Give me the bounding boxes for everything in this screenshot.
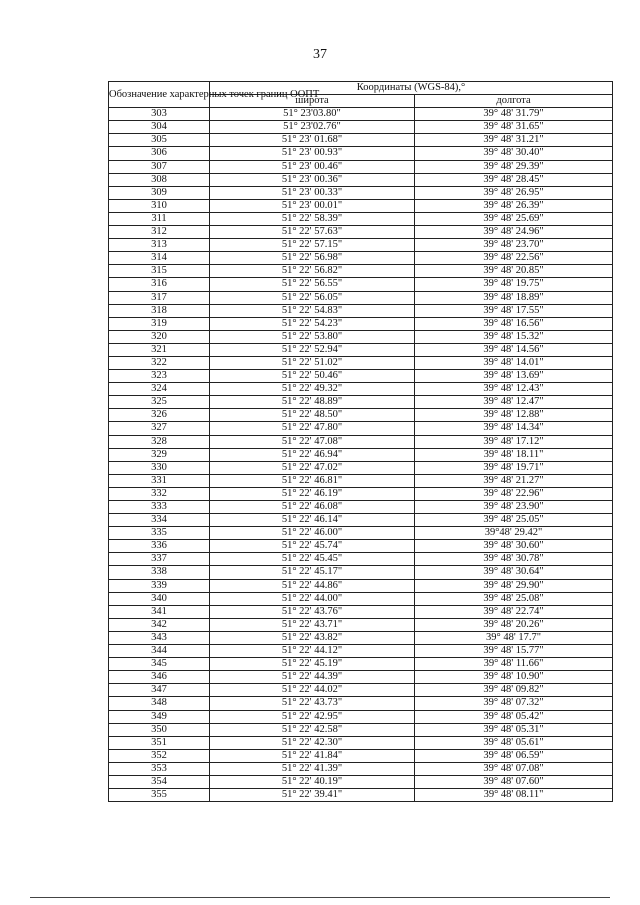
point-number-cell: 311 <box>109 212 210 225</box>
longitude-cell: 39° 48' 26.95" <box>415 186 613 199</box>
table-row <box>109 291 613 304</box>
point-number-cell: 335 <box>109 527 210 540</box>
longitude-cell: 39° 48' 19.75" <box>415 278 613 291</box>
latitude-cell: 51° 22' 47.02" <box>210 461 415 474</box>
longitude-cell: 39° 48' 13.69" <box>415 370 613 383</box>
point-number-cell: 310 <box>109 199 210 212</box>
longitude-cell: 39° 48' 07.08" <box>415 762 613 775</box>
point-number-cell: 334 <box>109 514 210 527</box>
latitude-cell: 51° 22' 54.83" <box>210 304 415 317</box>
latitude-cell: 51° 22' 44.00" <box>210 592 415 605</box>
table-row <box>109 226 613 239</box>
longitude-cell: 39° 48' 09.82" <box>415 684 613 697</box>
latitude-cell: 51° 22' 42.95" <box>210 710 415 723</box>
latitude-cell: 51° 22' 40.19" <box>210 775 415 788</box>
longitude-cell: 39° 48' 07.60" <box>415 775 613 788</box>
table-row <box>109 710 613 723</box>
point-number-cell: 325 <box>109 396 210 409</box>
latitude-cell: 51° 22' 44.12" <box>210 645 415 658</box>
table-row <box>109 160 613 173</box>
point-number-cell: 341 <box>109 605 210 618</box>
latitude-cell: 51° 22' 56.55" <box>210 278 415 291</box>
point-number-cell: 345 <box>109 658 210 671</box>
point-number-cell: 306 <box>109 147 210 160</box>
longitude-cell: 39° 48' 06.59" <box>415 749 613 762</box>
point-number-cell: 343 <box>109 631 210 644</box>
header-point-designation: Обозначение характерных точек границ ООПТ <box>109 82 210 108</box>
longitude-cell: 39° 48' 31.79" <box>415 108 613 121</box>
latitude-cell: 51° 23'02.76" <box>210 121 415 134</box>
latitude-cell: 51° 22' 39.41" <box>210 789 415 802</box>
longitude-cell: 39° 48' 10.90" <box>415 671 613 684</box>
table-row <box>109 173 613 186</box>
longitude-cell: 39° 48' 17.55" <box>415 304 613 317</box>
longitude-cell: 39° 48' 26.39" <box>415 199 613 212</box>
longitude-cell: 39° 48' 17.7" <box>415 631 613 644</box>
longitude-cell: 39° 48' 14.56" <box>415 343 613 356</box>
latitude-cell: 51° 22' 53.80" <box>210 330 415 343</box>
longitude-cell: 39° 48' 21.27" <box>415 474 613 487</box>
table-row <box>109 631 613 644</box>
latitude-cell: 51° 22' 41.84" <box>210 749 415 762</box>
point-number-cell: 354 <box>109 775 210 788</box>
latitude-cell: 51° 22' 45.74" <box>210 540 415 553</box>
point-number-cell: 337 <box>109 553 210 566</box>
point-number-cell: 331 <box>109 474 210 487</box>
latitude-cell: 51° 22' 45.17" <box>210 566 415 579</box>
table-row <box>109 501 613 514</box>
longitude-cell: 39° 48' 14.34" <box>415 422 613 435</box>
table-row <box>109 736 613 749</box>
table-row <box>109 435 613 448</box>
point-number-cell: 349 <box>109 710 210 723</box>
latitude-cell: 51° 22' 46.08" <box>210 501 415 514</box>
point-number-cell: 319 <box>109 317 210 330</box>
latitude-cell: 51° 23' 00.46" <box>210 160 415 173</box>
latitude-cell: 51° 22' 46.00" <box>210 527 415 540</box>
table-row <box>109 723 613 736</box>
point-number-cell: 314 <box>109 252 210 265</box>
table-row <box>109 383 613 396</box>
point-number-cell: 326 <box>109 409 210 422</box>
point-number-cell: 330 <box>109 461 210 474</box>
point-number-cell: 340 <box>109 592 210 605</box>
longitude-cell: 39° 48' 05.31" <box>415 723 613 736</box>
latitude-cell: 51° 22' 48.50" <box>210 409 415 422</box>
latitude-cell: 51° 22' 47.08" <box>210 435 415 448</box>
longitude-cell: 39° 48' 16.56" <box>415 317 613 330</box>
table-row <box>109 658 613 671</box>
point-number-cell: 336 <box>109 540 210 553</box>
table-row <box>109 540 613 553</box>
latitude-cell: 51° 22' 50.46" <box>210 370 415 383</box>
latitude-cell: 51° 22' 45.45" <box>210 553 415 566</box>
longitude-cell: 39° 48' 12.88" <box>415 409 613 422</box>
table-row <box>109 527 613 540</box>
longitude-cell: 39° 48' 18.11" <box>415 448 613 461</box>
table-row <box>109 684 613 697</box>
point-number-cell: 328 <box>109 435 210 448</box>
point-number-cell: 339 <box>109 579 210 592</box>
longitude-cell: 39° 48' 31.21" <box>415 134 613 147</box>
longitude-cell: 39° 48' 15.32" <box>415 330 613 343</box>
longitude-cell: 39° 48' 23.90" <box>415 501 613 514</box>
point-number-cell: 313 <box>109 239 210 252</box>
longitude-cell: 39° 48' 24.96" <box>415 226 613 239</box>
table-row <box>109 121 613 134</box>
longitude-cell: 39° 48' 20.85" <box>415 265 613 278</box>
table-row <box>109 605 613 618</box>
longitude-cell: 39° 48' 08.11" <box>415 789 613 802</box>
table-row <box>109 448 613 461</box>
table-row <box>109 671 613 684</box>
table-row <box>109 461 613 474</box>
longitude-cell: 39° 48' 31.65" <box>415 121 613 134</box>
point-number-cell: 303 <box>109 108 210 121</box>
latitude-cell: 51° 22' 57.15" <box>210 239 415 252</box>
latitude-cell: 51° 22' 47.80" <box>210 422 415 435</box>
table-row <box>109 370 613 383</box>
longitude-cell: 39° 48' 22.56" <box>415 252 613 265</box>
table-row <box>109 789 613 802</box>
table-row <box>109 579 613 592</box>
longitude-cell: 39° 48' 14.01" <box>415 356 613 369</box>
longitude-cell: 39° 48' 29.90" <box>415 579 613 592</box>
table-row <box>109 265 613 278</box>
latitude-cell: 51° 22' 46.81" <box>210 474 415 487</box>
latitude-cell: 51° 22' 52.94" <box>210 343 415 356</box>
longitude-cell: 39° 48' 12.47" <box>415 396 613 409</box>
longitude-cell: 39° 48' 23.70" <box>415 239 613 252</box>
table-row <box>109 514 613 527</box>
table-row <box>109 645 613 658</box>
point-number-cell: 332 <box>109 487 210 500</box>
latitude-cell: 51° 22' 46.19" <box>210 487 415 500</box>
table-row <box>109 134 613 147</box>
table-row <box>109 147 613 160</box>
table-row <box>109 186 613 199</box>
longitude-cell: 39° 48' 11.66" <box>415 658 613 671</box>
header-coordinates: Координаты (WGS-84),° <box>210 82 613 95</box>
longitude-cell: 39° 48' 19.71" <box>415 461 613 474</box>
longitude-cell: 39° 48' 05.61" <box>415 736 613 749</box>
latitude-cell: 51° 22' 46.94" <box>210 448 415 461</box>
longitude-cell: 39° 48' 15.77" <box>415 645 613 658</box>
table-row <box>109 618 613 631</box>
table-row <box>109 749 613 762</box>
table-row <box>109 356 613 369</box>
latitude-cell: 51° 22' 42.30" <box>210 736 415 749</box>
longitude-cell: 39° 48' 29.39" <box>415 160 613 173</box>
coordinates-table <box>108 81 613 802</box>
point-number-cell: 318 <box>109 304 210 317</box>
point-number-cell: 351 <box>109 736 210 749</box>
longitude-cell: 39° 48' 17.12" <box>415 435 613 448</box>
table-row <box>109 252 613 265</box>
longitude-cell: 39° 48' 30.78" <box>415 553 613 566</box>
header-latitude: широта <box>210 95 415 108</box>
point-number-cell: 323 <box>109 370 210 383</box>
table-row <box>109 566 613 579</box>
point-number-cell: 346 <box>109 671 210 684</box>
table-row <box>109 212 613 225</box>
table-row <box>109 330 613 343</box>
point-number-cell: 304 <box>109 121 210 134</box>
longitude-cell: 39° 48' 25.05" <box>415 514 613 527</box>
latitude-cell: 51° 22' 54.23" <box>210 317 415 330</box>
latitude-cell: 51° 22' 44.39" <box>210 671 415 684</box>
latitude-cell: 51° 22' 56.05" <box>210 291 415 304</box>
point-number-cell: 350 <box>109 723 210 736</box>
point-number-cell: 307 <box>109 160 210 173</box>
point-number-cell: 344 <box>109 645 210 658</box>
longitude-cell: 39°48' 29.42" <box>415 527 613 540</box>
page-number: 37 <box>313 47 327 62</box>
latitude-cell: 51° 22' 41.39" <box>210 762 415 775</box>
point-number-cell: 322 <box>109 356 210 369</box>
table-row <box>109 553 613 566</box>
point-number-cell: 324 <box>109 383 210 396</box>
latitude-cell: 51° 22' 43.76" <box>210 605 415 618</box>
latitude-cell: 51° 22' 56.98" <box>210 252 415 265</box>
point-number-cell: 333 <box>109 501 210 514</box>
point-number-cell: 347 <box>109 684 210 697</box>
latitude-cell: 51° 22' 43.73" <box>210 697 415 710</box>
longitude-cell: 39° 48' 18.89" <box>415 291 613 304</box>
point-number-cell: 327 <box>109 422 210 435</box>
longitude-cell: 39° 48' 12.43" <box>415 383 613 396</box>
latitude-cell: 51° 22' 42.58" <box>210 723 415 736</box>
latitude-cell: 51° 23' 00.36" <box>210 173 415 186</box>
latitude-cell: 51° 22' 56.82" <box>210 265 415 278</box>
header-longitude: долгота <box>415 95 613 108</box>
longitude-cell: 39° 48' 30.60" <box>415 540 613 553</box>
point-number-cell: 355 <box>109 789 210 802</box>
longitude-cell: 39° 48' 28.45" <box>415 173 613 186</box>
latitude-cell: 51° 22' 58.39" <box>210 212 415 225</box>
latitude-cell: 51° 23' 01.68" <box>210 134 415 147</box>
table-row <box>109 422 613 435</box>
table-row <box>109 592 613 605</box>
table-row <box>109 487 613 500</box>
table-row <box>109 343 613 356</box>
point-number-cell: 309 <box>109 186 210 199</box>
table-row <box>109 474 613 487</box>
longitude-cell: 39° 48' 30.40" <box>415 147 613 160</box>
latitude-cell: 51° 22' 46.14" <box>210 514 415 527</box>
longitude-cell: 39° 48' 07.32" <box>415 697 613 710</box>
longitude-cell: 39° 48' 05.42" <box>415 710 613 723</box>
table-row <box>109 775 613 788</box>
latitude-cell: 51° 22' 49.32" <box>210 383 415 396</box>
table-row <box>109 304 613 317</box>
longitude-cell: 39° 48' 25.08" <box>415 592 613 605</box>
longitude-cell: 39° 48' 20.26" <box>415 618 613 631</box>
longitude-cell: 39° 48' 22.96" <box>415 487 613 500</box>
latitude-cell: 51° 22' 48.89" <box>210 396 415 409</box>
table-row <box>109 317 613 330</box>
latitude-cell: 51° 22' 43.82" <box>210 631 415 644</box>
point-number-cell: 321 <box>109 343 210 356</box>
table-row <box>109 108 613 121</box>
point-number-cell: 353 <box>109 762 210 775</box>
point-number-cell: 338 <box>109 566 210 579</box>
table-row <box>109 697 613 710</box>
longitude-cell: 39° 48' 25.69" <box>415 212 613 225</box>
point-number-cell: 305 <box>109 134 210 147</box>
point-number-cell: 329 <box>109 448 210 461</box>
table-row <box>109 762 613 775</box>
latitude-cell: 51° 22' 44.86" <box>210 579 415 592</box>
point-number-cell: 320 <box>109 330 210 343</box>
longitude-cell: 39° 48' 30.64" <box>415 566 613 579</box>
latitude-cell: 51° 23'03.80" <box>210 108 415 121</box>
latitude-cell: 51° 23' 00.33" <box>210 186 415 199</box>
latitude-cell: 51° 22' 51.02" <box>210 356 415 369</box>
point-number-cell: 317 <box>109 291 210 304</box>
latitude-cell: 51° 23' 00.93" <box>210 147 415 160</box>
bottom-rule <box>30 897 610 898</box>
latitude-cell: 51° 22' 43.71" <box>210 618 415 631</box>
latitude-cell: 51° 22' 44.02" <box>210 684 415 697</box>
point-number-cell: 315 <box>109 265 210 278</box>
table-row <box>109 396 613 409</box>
point-number-cell: 308 <box>109 173 210 186</box>
point-number-cell: 342 <box>109 618 210 631</box>
table-row <box>109 199 613 212</box>
latitude-cell: 51° 22' 57.63" <box>210 226 415 239</box>
point-number-cell: 352 <box>109 749 210 762</box>
table-row <box>109 409 613 422</box>
point-number-cell: 312 <box>109 226 210 239</box>
table-row <box>109 239 613 252</box>
latitude-cell: 51° 22' 45.19" <box>210 658 415 671</box>
table-row <box>109 278 613 291</box>
coordinates-table-body <box>109 108 613 802</box>
point-number-cell: 316 <box>109 278 210 291</box>
point-number-cell: 348 <box>109 697 210 710</box>
latitude-cell: 51° 23' 00.01" <box>210 199 415 212</box>
longitude-cell: 39° 48' 22.74" <box>415 605 613 618</box>
